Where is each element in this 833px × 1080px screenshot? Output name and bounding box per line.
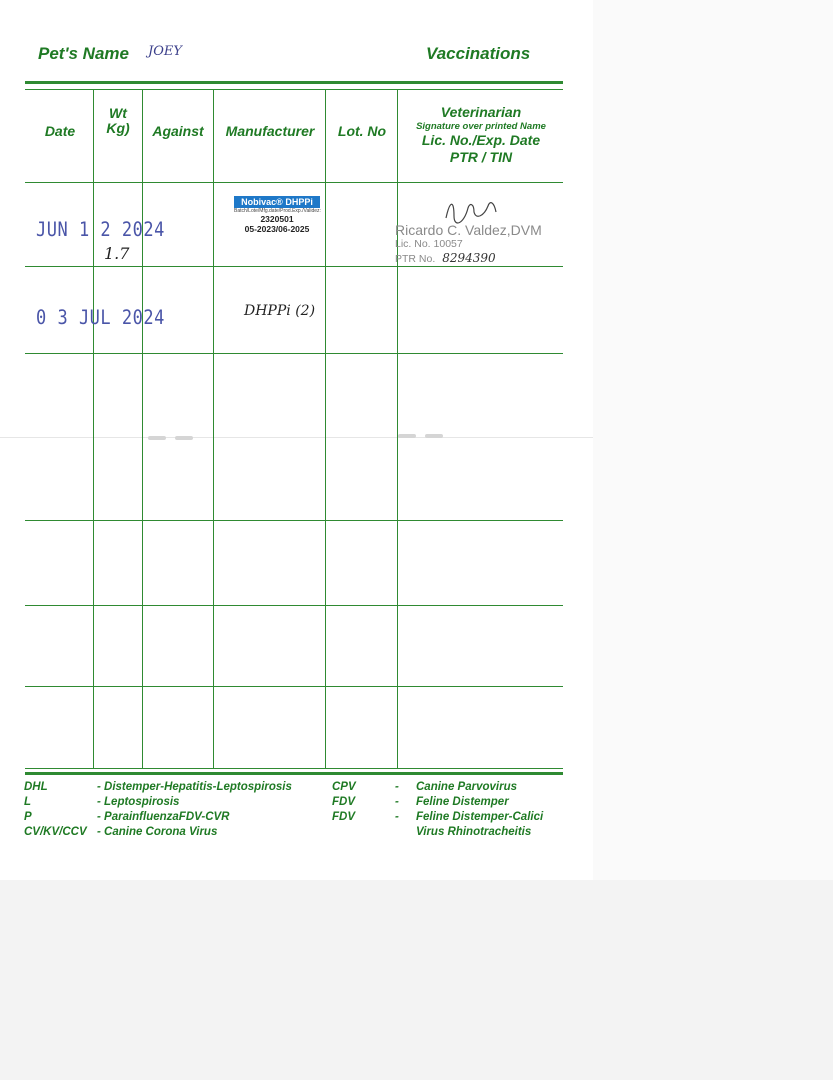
vet-header-line3: Lic. No./Exp. Date <box>421 132 541 149</box>
col-header-manufacturer: Manufacturer <box>225 123 315 139</box>
col-header-weight-line1: Wt <box>109 105 127 121</box>
sticker-brand: Nobivac® DHPPi <box>234 196 320 208</box>
table-bottom-line <box>25 768 563 769</box>
row-line <box>25 266 563 267</box>
col-divider <box>142 89 143 768</box>
col-divider <box>213 89 214 768</box>
legend-code: CV/KV/CCV <box>24 826 87 838</box>
vet-ptr <box>395 251 542 266</box>
legend-code: FDV <box>332 796 355 808</box>
legend-desc: - ParainfluenzaFDV-CVR <box>97 811 230 823</box>
row-line <box>25 182 563 183</box>
legend-dash: - <box>395 781 399 793</box>
col-header-lot-no: Lot. No <box>337 123 387 139</box>
row-line <box>25 353 563 354</box>
pets-name-value: JOEY <box>148 44 182 59</box>
sticker-subtitle: Batch/Lote/Mfg.date/Prod.Exp./Validez: <box>234 208 321 214</box>
legend-code: DHL <box>24 781 48 793</box>
legend-code: CPV <box>332 781 356 793</box>
legend-desc: Feline Distemper <box>416 796 509 808</box>
legend-desc: - Leptospirosis <box>97 796 180 808</box>
row-line <box>25 520 563 521</box>
col-header-veterinarian <box>400 104 562 166</box>
legend-desc: Feline Distemper-Calici <box>416 811 544 823</box>
staple-mark <box>425 434 443 438</box>
sticker-dates: 05-2023/06-2025 <box>244 224 310 234</box>
legend-desc: Virus Rhinotracheitis <box>416 826 532 838</box>
col-header-date: Date <box>44 123 76 139</box>
col-header-weight <box>96 106 140 137</box>
vet-header-line1: Veterinarian <box>440 104 522 120</box>
vet-license: Lic. No. 10057 <box>395 238 463 250</box>
staple-mark <box>148 436 166 440</box>
vet-name: Ricardo C. Valdez,DVM <box>395 222 542 238</box>
row-line <box>25 605 563 606</box>
legend-code: L <box>24 796 32 808</box>
vaccinations-title: Vaccinations <box>426 44 531 63</box>
vet-header-line4: PTR / TIN <box>449 148 513 165</box>
col-divider <box>93 89 94 768</box>
date-stamp: JUN 1 2 2024 <box>36 218 165 242</box>
col-header-weight-line2: Kg) <box>106 120 130 137</box>
scan-background-bottom <box>0 880 833 1080</box>
vaccine-sticker <box>234 196 320 234</box>
col-divider <box>397 89 398 768</box>
header-rule <box>25 81 563 84</box>
legend-desc: - Canine Corona Virus <box>97 826 218 838</box>
col-divider <box>325 89 326 768</box>
manufacturer-note: DHPPi (2) <box>244 303 316 319</box>
footer-rule <box>25 772 563 775</box>
weight-value: 1.7 <box>104 244 130 263</box>
vet-signature <box>440 194 510 230</box>
col-header-against: Against <box>152 123 204 139</box>
staple-mark <box>398 434 416 438</box>
legend-desc: Canine Parvovirus <box>416 781 517 793</box>
staple-mark <box>175 436 193 440</box>
sticker-batch: 2320501 <box>260 214 294 224</box>
vet-ptr-label: PTR No. <box>395 252 436 265</box>
pets-name-label: Pet's Name <box>38 44 129 63</box>
legend-dash: - <box>395 796 399 808</box>
scan-background-right <box>593 0 833 880</box>
legend-code: P <box>24 811 32 823</box>
date-stamp: 0 3 JUL 2024 <box>36 306 165 330</box>
fold-line <box>0 437 593 438</box>
row-line <box>25 686 563 687</box>
vet-header-line2: Signature over printed Name <box>416 120 546 132</box>
legend-dash: - <box>395 811 399 823</box>
legend-desc: - Distemper-Hepatitis-Leptospirosis <box>97 781 292 793</box>
vet-ptr-value: 8294390 <box>442 250 496 265</box>
legend-code: FDV <box>332 811 355 823</box>
table-top-line <box>25 89 563 90</box>
